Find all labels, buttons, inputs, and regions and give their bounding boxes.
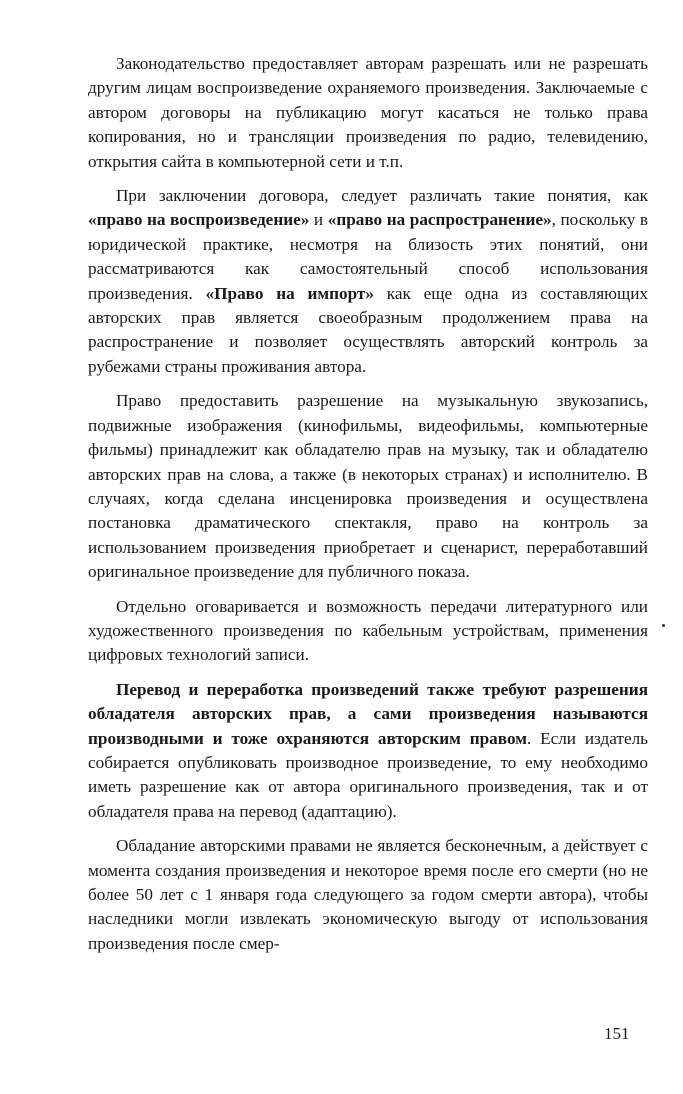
page-number: 151 xyxy=(604,1024,630,1043)
paragraph xyxy=(88,184,648,379)
bold-text: Перевод и переработка произведений также требуют разрешения обладателя авторских прав, а сами произведения называются производными и тоже охраняются авторским правом xyxy=(88,679,648,748)
text-segment: . Если издатель собирается опубликовать производное произведение, то ему необходимо иметь разрешение как от автора оригинального произведения, так и от обладателя права на перевод (адаптацию). xyxy=(88,728,648,821)
paragraph xyxy=(88,52,648,174)
bold-text: «Право на импорт» xyxy=(205,283,374,303)
text-segment: Отдельно оговаривается и возможность передачи литературного или художественного произведения по кабельным устройствам, применения цифровых технологий записи. xyxy=(88,596,648,665)
paragraph xyxy=(88,834,648,956)
text-segment: как еще одна из составляющих авторских прав является своеобразным продолжением права на распространение и позволяет осуществлять авторский контроль за рубежами страны проживания автора. xyxy=(88,283,648,376)
text-segment: Право предоставить разрешение на музыкальную звукозапись, подвижные изображения (кинофильмы, видеофильмы, компьютерные фильмы) принадлежит как обладателю прав на музыку, так и обладателю авторских прав на слова, а также (в некоторых странах) и исполнителю. В случаях, когда сделана инсценировка произведения и осуществлена постановка драматического спектакля, право на контроль за использованием произведения приобретает и сценарист, переработавший оригинальное произведение для публичного показа. xyxy=(88,391,648,582)
paragraph xyxy=(88,389,648,584)
bold-text: «право на распространение» xyxy=(327,210,552,230)
text-segment: , поскольку в юридической практике, несмотря на близость этих понятий, они рассматриваются как самостоятельный способ использования произведения. xyxy=(88,210,648,303)
stray-dot xyxy=(662,624,665,627)
bold-text: «право на воспроизведение» xyxy=(88,210,310,230)
paragraph xyxy=(88,595,648,668)
text-segment: Законодательство предоставляет авторам разрешать или не разрешать другим лицам воспроизведение охраняемого произведения. Заключаемые с автором договоры на публикацию могут касаться не только права копирования, но и трансляции произведения по радио, телевидению, открытия сайта в компьютерной сети и т.п. xyxy=(88,54,648,171)
text-segment: Обладание авторскими правами не является бесконечным, а действует с момента создания произведения и некоторое время после его смерти (но не более 50 лет с 1 января года следующего за годом смерти автора), чтобы наследники могли извлекать экономическую выгоду от использования произведения после смер- xyxy=(88,836,648,953)
page-body xyxy=(88,52,648,966)
text-segment: При заключении договора, следует различать такие понятия, как xyxy=(116,186,648,206)
paragraph xyxy=(88,678,648,824)
text-segment: и xyxy=(309,210,328,230)
